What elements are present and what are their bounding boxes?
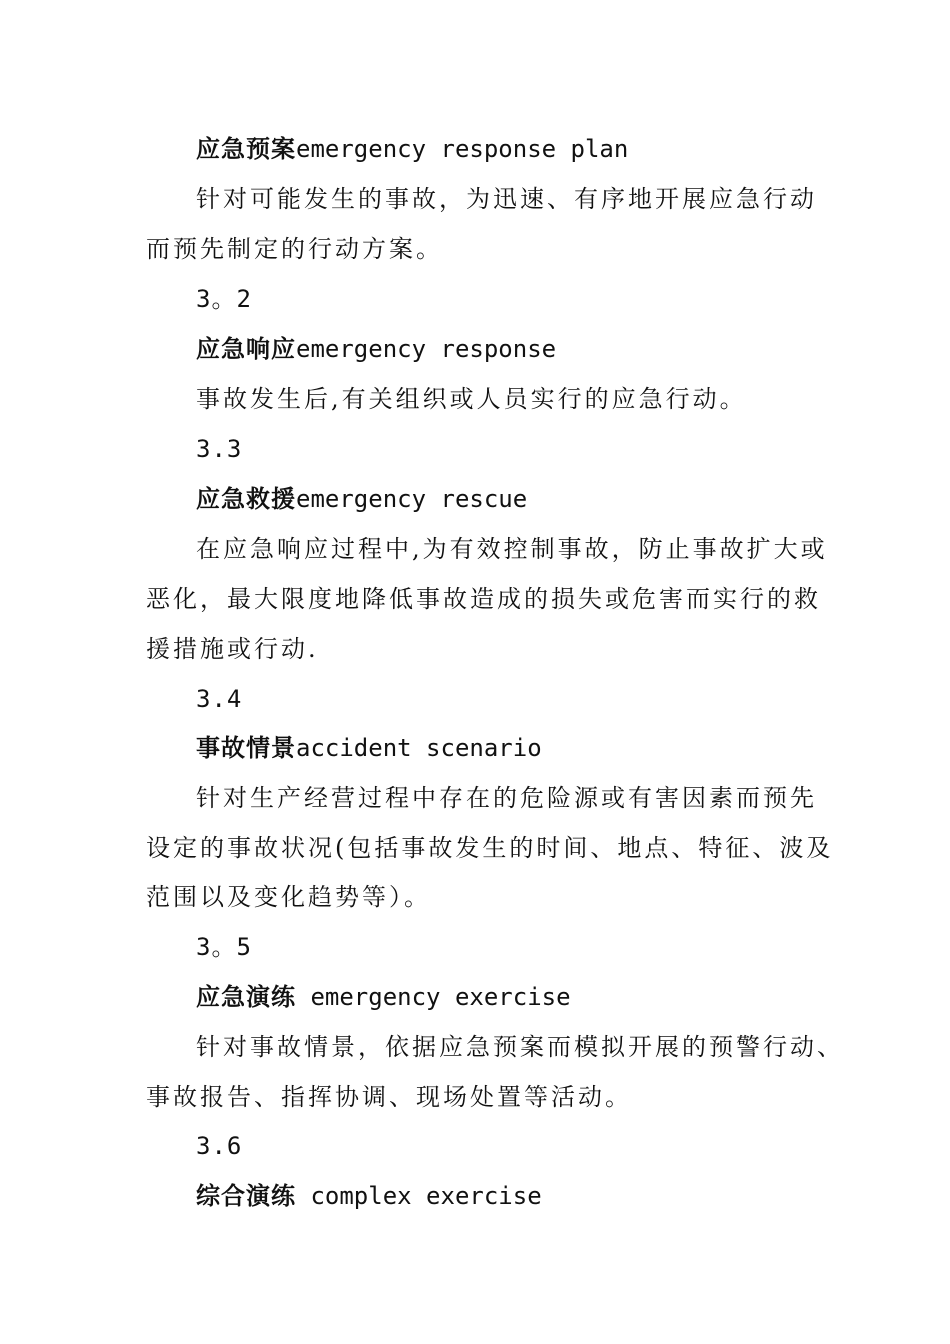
term-heading — [196, 972, 876, 1022]
term-english: emergency rescue — [296, 485, 528, 513]
section-number: 3.4 — [196, 685, 243, 713]
term-heading — [196, 1171, 876, 1221]
section-number: 3.6 — [196, 1132, 243, 1160]
section-number: 3。2 — [196, 285, 252, 313]
section-number: 3.3 — [196, 435, 243, 463]
term-english: emergency exercise — [296, 983, 571, 1011]
term-chinese: 应急响应 — [196, 335, 296, 363]
term-chinese: 事故情景 — [196, 734, 296, 762]
term-heading — [196, 324, 876, 374]
term-chinese: 应急救援 — [196, 485, 296, 513]
definition-line: 援措施或行动. — [146, 635, 319, 663]
term-chinese: 应急演练 — [196, 983, 296, 1011]
term-chinese: 应急预案 — [196, 135, 296, 163]
definition-line: 在应急响应过程中,为有效控制事故，防止事故扩大或 — [196, 535, 828, 563]
definition-line: 事故报告、指挥协调、现场处置等活动。 — [146, 1083, 632, 1111]
section-number: 3。5 — [196, 933, 252, 961]
term-heading — [196, 124, 876, 174]
term-english: accident scenario — [296, 734, 542, 762]
term-english: emergency response plan — [296, 135, 629, 163]
definition-line: 恶化，最大限度地降低事故造成的损失或危害而实行的救 — [146, 585, 821, 613]
term-english: complex exercise — [296, 1182, 542, 1210]
definition-line: 针对生产经营过程中存在的危险源或有害因素而预先 — [196, 784, 817, 812]
term-heading — [196, 723, 876, 773]
term-heading — [196, 474, 876, 524]
term-english: emergency response — [296, 335, 557, 363]
definition-line: 设定的事故状况(包括事故发生的时间、地点、特征、波及 — [146, 834, 834, 862]
definition-line: 事故发生后,有关组织或人员实行的应急行动。 — [196, 385, 747, 413]
term-chinese: 综合演练 — [196, 1182, 296, 1210]
definition-line: 而预先制定的行动方案。 — [146, 235, 443, 263]
definition-line: 针对可能发生的事故，为迅速、有序地开展应急行动 — [196, 185, 817, 213]
definition-line: 针对事故情景，依据应急预案而模拟开展的预警行动、 — [196, 1033, 844, 1061]
definition-line: 范围以及变化趋势等）。 — [146, 883, 431, 911]
